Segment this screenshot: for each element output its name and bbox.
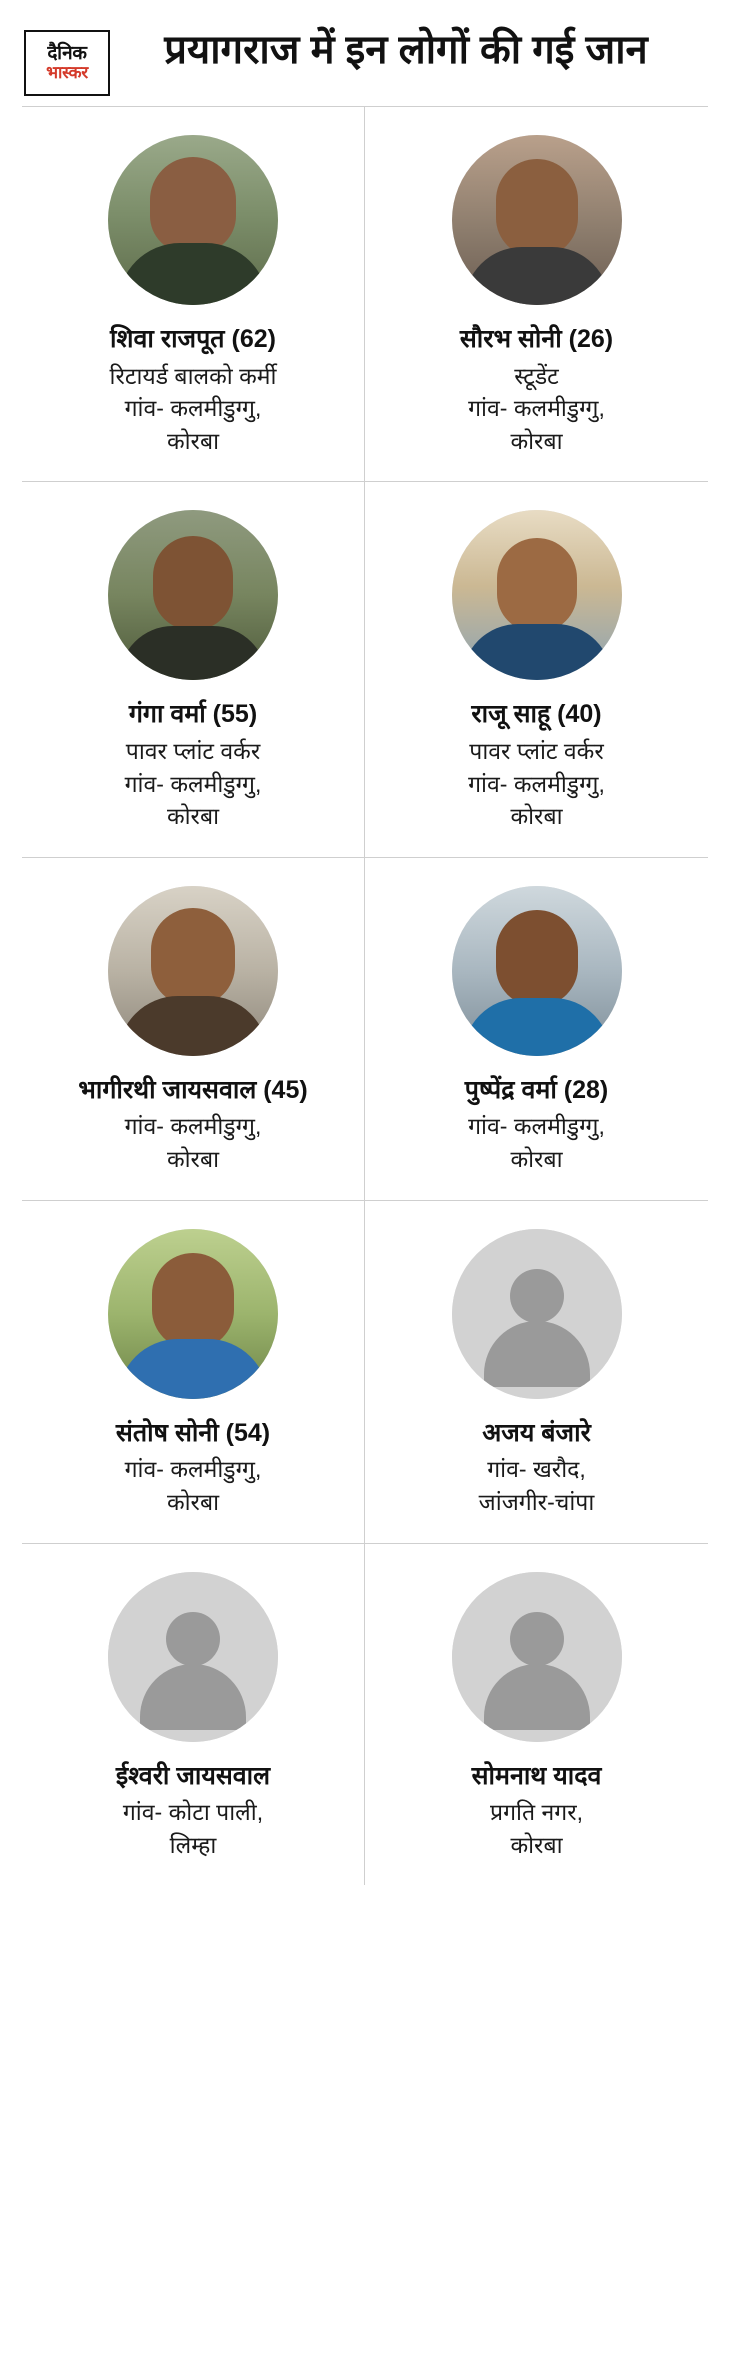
- victim-card: [365, 858, 708, 1200]
- victim-village: गांव- कलमीडुग्गु,: [468, 1113, 605, 1140]
- victim-photo: [452, 886, 622, 1056]
- victim-photo: [108, 135, 278, 305]
- victim-card: [365, 1201, 708, 1543]
- victim-district: कोरबा: [510, 1831, 563, 1858]
- victim-district: कोरबा: [166, 427, 220, 454]
- victim-photo: [108, 886, 278, 1056]
- victim-district: लिम्हा: [169, 1831, 217, 1858]
- victim-photo: [108, 1572, 278, 1742]
- photo-bhagirathi-jaiswal: [108, 886, 278, 1056]
- victim-photo: [452, 1229, 622, 1399]
- victim-district: कोरबा: [166, 803, 220, 830]
- victim-occupation: स्टूडेंट: [514, 362, 559, 389]
- victim-name: शिवा राजपूत (62): [110, 325, 276, 353]
- victim-village: गांव- खरौद,: [487, 1456, 586, 1483]
- victim-name: संतोष सोनी (54): [115, 1418, 271, 1447]
- victim-district: कोरबा: [166, 1146, 220, 1173]
- brand-logo-line1: दैनिक: [47, 43, 87, 65]
- victim-occupation: रिटायर्ड बालको कर्मी: [109, 362, 277, 389]
- photo-shiva-rajput: [108, 135, 278, 305]
- victim-name: अजय बंजारे: [482, 1418, 591, 1447]
- brand-logo-line2: भास्कर: [46, 63, 88, 83]
- avatar-placeholder-icon: [452, 1572, 622, 1742]
- victim-village: गांव- कलमीडुग्गु,: [124, 395, 262, 422]
- photo-santosh-soni: [108, 1229, 278, 1399]
- victim-district: कोरबा: [166, 1488, 220, 1515]
- victims-grid: [0, 106, 730, 1885]
- victim-card: [22, 858, 365, 1200]
- victim-card: [22, 1201, 365, 1543]
- victim-village: गांव- कलमीडुग्गु,: [124, 770, 262, 797]
- victim-village: गांव- कलमीडुग्गु,: [124, 1456, 262, 1483]
- victim-card: [365, 1544, 708, 1886]
- victims-row: [22, 481, 708, 856]
- victim-photo: [452, 510, 622, 680]
- page-header: [0, 0, 730, 106]
- victim-photo: [452, 1572, 622, 1742]
- victims-row: [22, 106, 708, 481]
- victim-occupation: पावर प्लांट वर्कर: [125, 737, 261, 764]
- photo-pushpendra-verma: [452, 886, 622, 1056]
- victim-card: [22, 107, 365, 481]
- victim-district: कोरबा: [510, 427, 563, 454]
- victim-name: भागीरथी जायसवाल (45): [78, 1075, 308, 1104]
- victim-name: गंगा वर्मा (55): [128, 700, 258, 729]
- victim-name: सोमनाथ यादव: [471, 1761, 602, 1790]
- victim-photo: [108, 1229, 278, 1399]
- victim-village: गांव- कोटा पाली,: [122, 1799, 264, 1826]
- brand-logo: [24, 30, 110, 96]
- avatar-placeholder-icon: [452, 1229, 622, 1399]
- victim-village: गांव- कलमीडुग्गु,: [124, 1113, 262, 1140]
- victim-village: गांव- कलमीडुग्गु,: [468, 770, 605, 797]
- victim-card: [365, 107, 708, 481]
- victims-row: [22, 1200, 708, 1543]
- victim-card: [22, 482, 365, 856]
- victim-name: राजू साहू (40): [471, 700, 602, 729]
- victims-row: [22, 1543, 708, 1886]
- victim-village: गांव- कलमीडुग्गु,: [468, 395, 605, 422]
- page-title: प्रयागराज में इन लोगों की गई जान: [164, 28, 648, 72]
- victims-row: [22, 857, 708, 1200]
- victim-district: कोरबा: [510, 803, 563, 830]
- victim-name: पुष्पेंद्र वर्मा (28): [464, 1075, 609, 1104]
- photo-ganga-verma: [108, 510, 278, 680]
- photo-saurabh-soni: [452, 135, 622, 305]
- victim-photo: [452, 135, 622, 305]
- victim-district: कोरबा: [510, 1146, 563, 1173]
- victim-name: सौरभ सोनी (26): [459, 325, 614, 353]
- victim-name: ईश्वरी जायसवाल: [115, 1761, 271, 1790]
- victim-village: प्रगति नगर,: [489, 1799, 583, 1826]
- victim-photo: [108, 510, 278, 680]
- avatar-placeholder-icon: [108, 1572, 278, 1742]
- victim-card: [365, 482, 708, 856]
- victim-occupation: पावर प्लांट वर्कर: [469, 737, 604, 764]
- victim-district: जांजगीर-चांपा: [478, 1488, 595, 1515]
- victim-card: [22, 1544, 365, 1886]
- photo-raju-sahu: [452, 510, 622, 680]
